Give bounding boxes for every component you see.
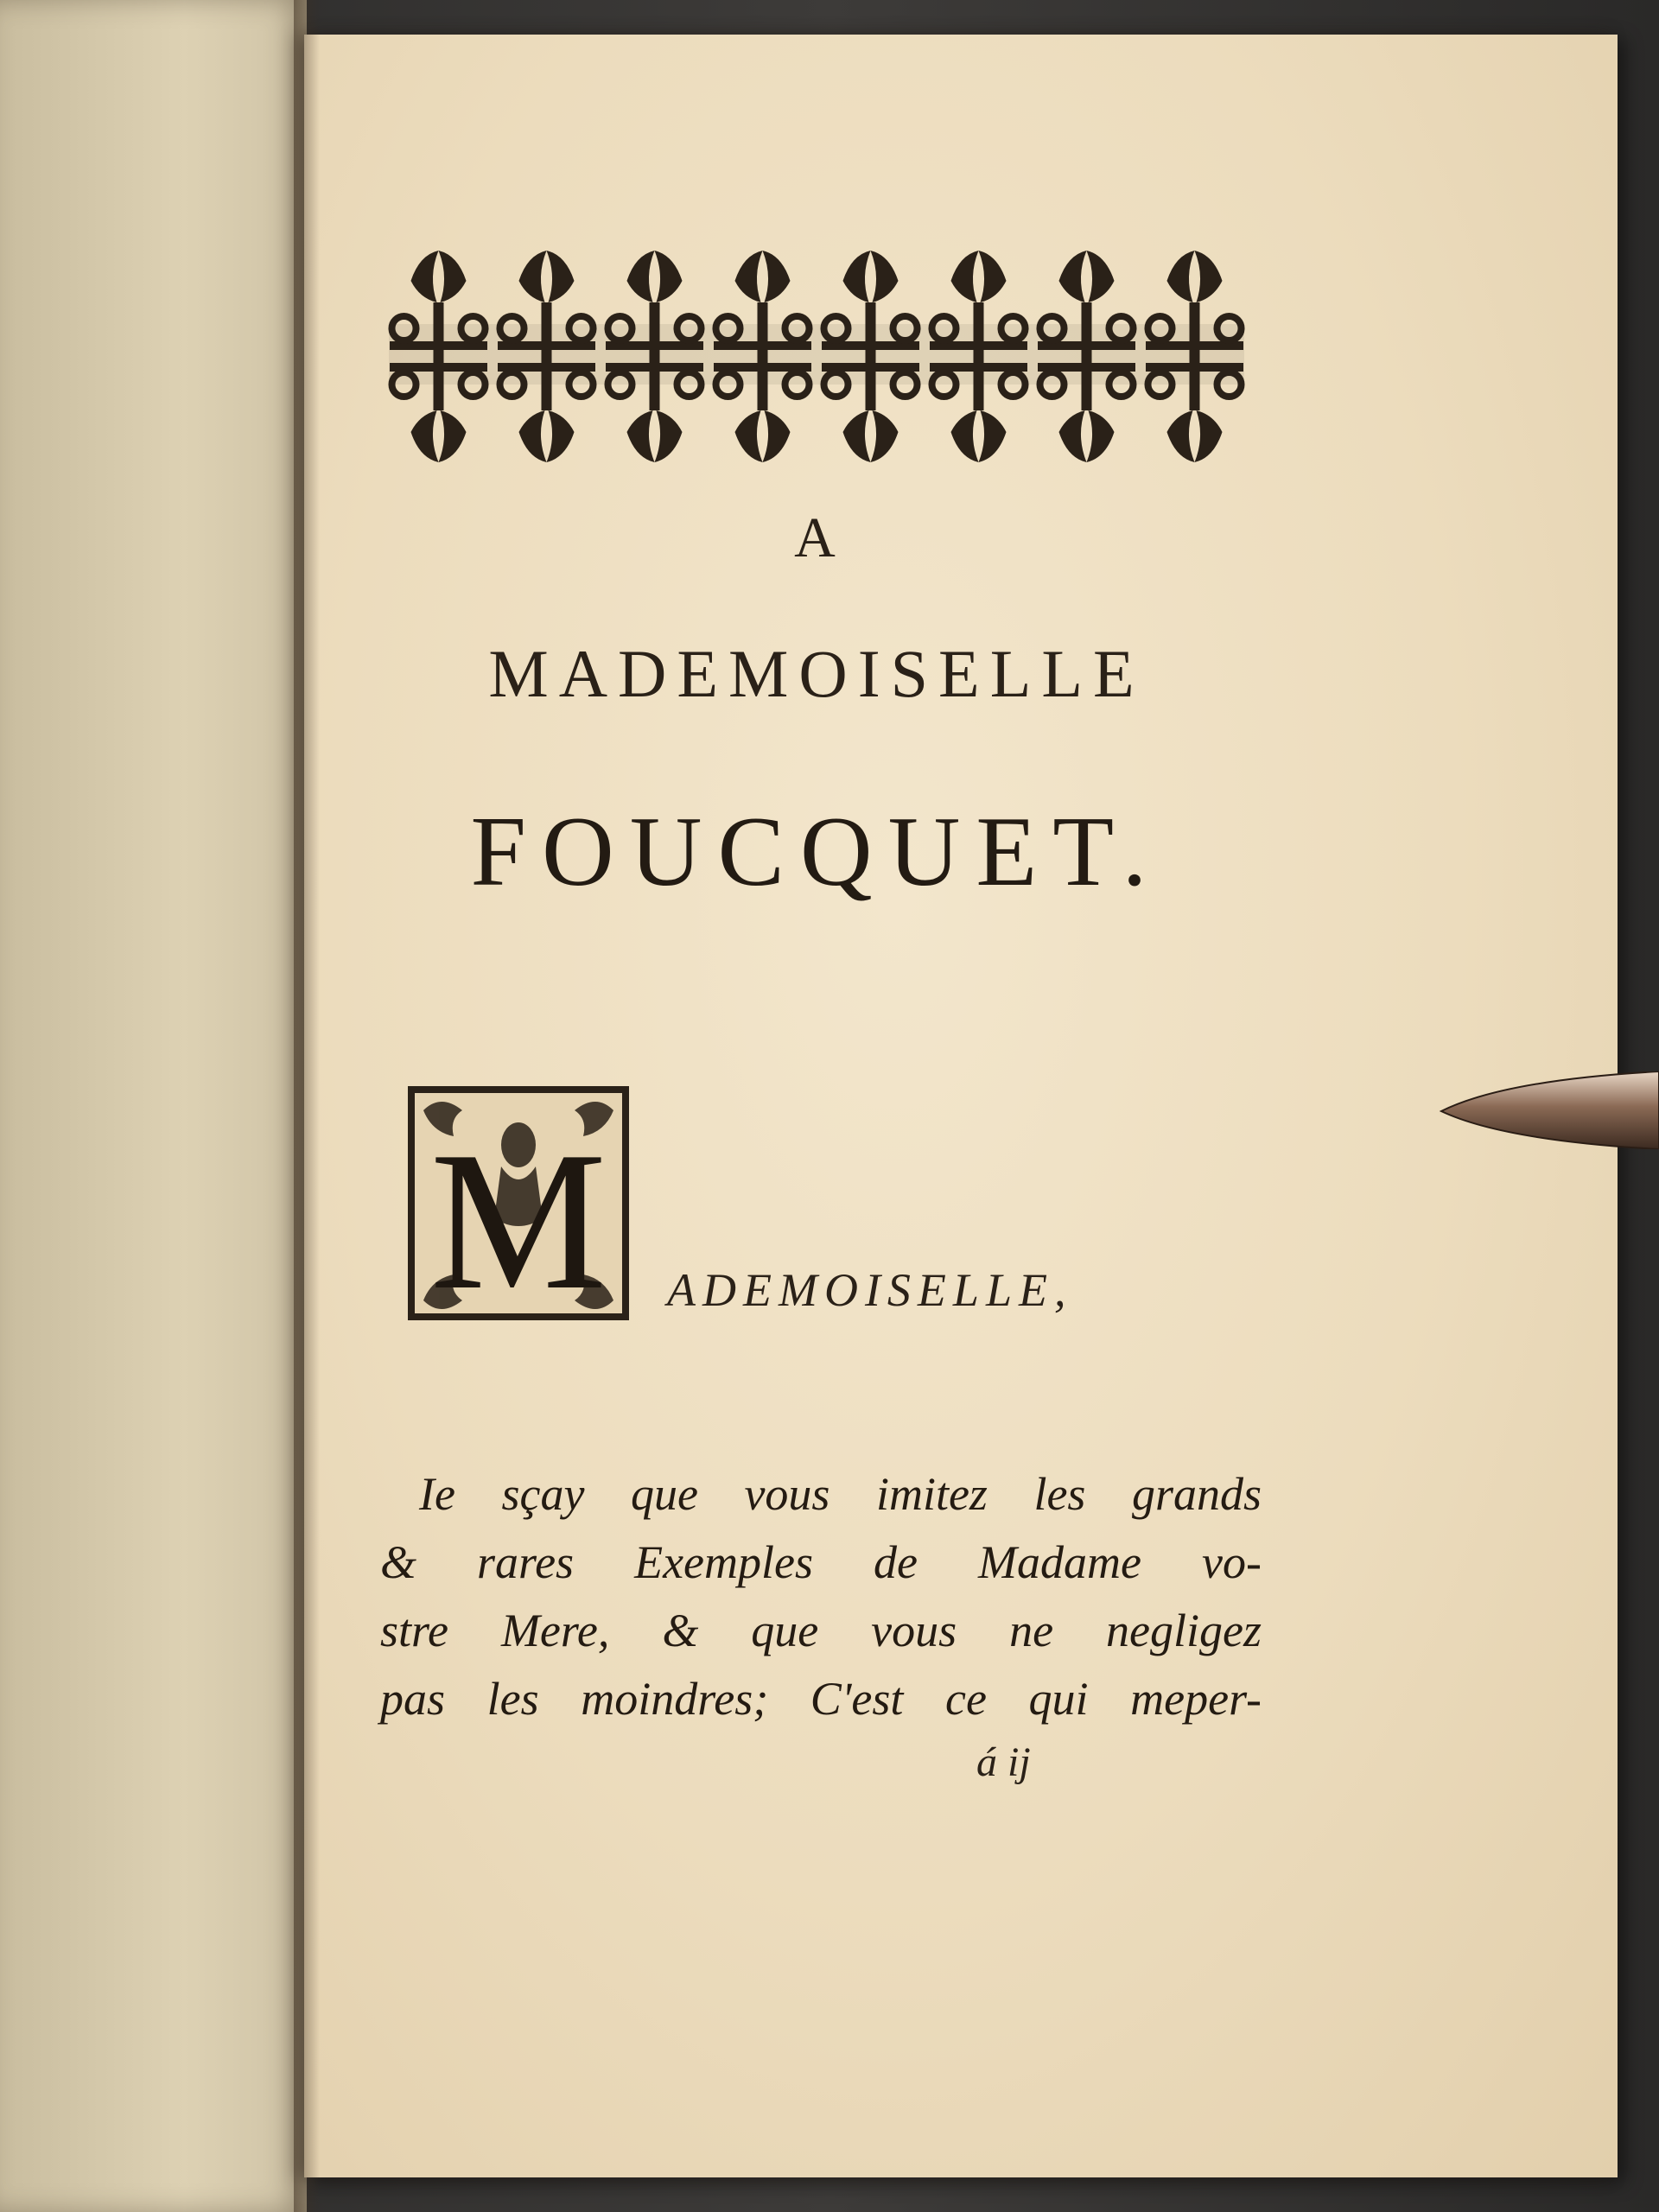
book-gutter-shadow: [294, 0, 320, 2212]
salutation-text: ADEMOISELLE,: [667, 1264, 1073, 1316]
body-paragraph: [380, 1460, 1262, 1733]
dedication-heading-foucquet: FOUCQUET.: [470, 797, 1163, 907]
body-line: & rares Exemples de Madame vo-: [380, 1536, 1262, 1588]
decorated-initial-m: [406, 1084, 631, 1322]
svg-text:M: M: [429, 1110, 607, 1322]
ornamental-headpiece: [380, 242, 1253, 471]
metal-bookmark: [1434, 1071, 1659, 1149]
dedication-heading-a: A: [794, 506, 839, 569]
body-line: pas les moindres; C'est ce qui meper-: [380, 1673, 1262, 1725]
left-facing-page: [0, 0, 307, 2212]
signature-mark: á ij: [976, 1739, 1031, 1785]
body-line: Ie sçay que vous imitez les grands: [419, 1468, 1262, 1520]
body-line: stre Mere, & que vous ne negligez: [380, 1605, 1262, 1656]
dedication-heading-mademoiselle: MADEMOISELLE: [488, 636, 1145, 711]
